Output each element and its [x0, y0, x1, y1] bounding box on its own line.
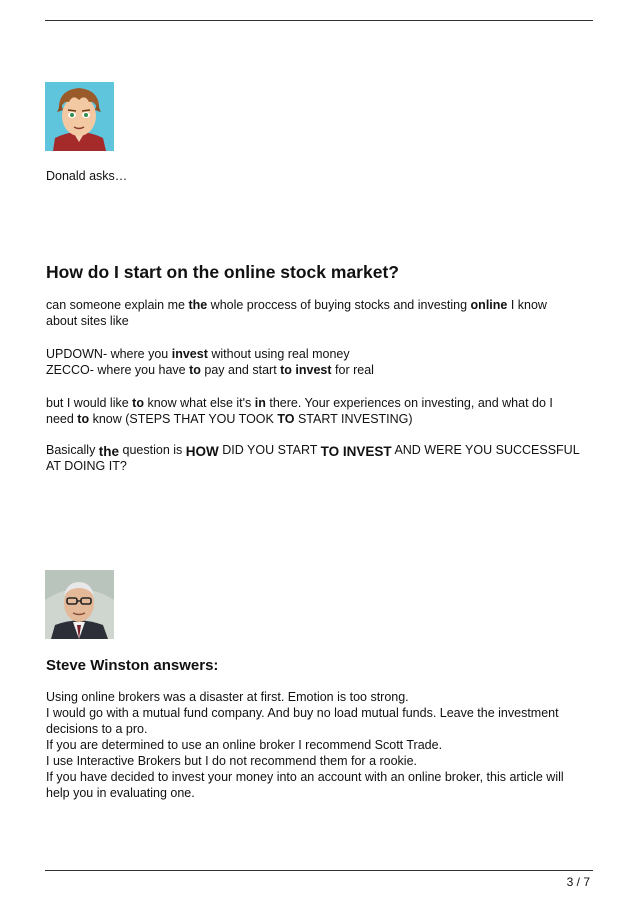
question-title: How do I start on the online stock market?: [46, 262, 399, 282]
answer-line: If you have decided to invest your money into an account with an online broker, this article will: [46, 770, 564, 784]
answer-line: help you in evaluating one.: [46, 786, 195, 800]
text-line: can someone explain me the whole proccess of buying stocks and investing online I know: [46, 298, 547, 312]
answer-body: [46, 689, 598, 801]
question-paragraph-1: [46, 297, 598, 329]
answer-line: Using online brokers was a disaster at first. Emotion is too strong.: [46, 690, 409, 704]
page-number: 3 / 7: [566, 875, 590, 889]
elderly-man-photo-avatar-icon: [45, 570, 114, 639]
answer-line: I would go with a mutual fund company. And buy no load mutual funds. Leave the investment: [46, 706, 559, 720]
answer-line: decisions to a pro.: [46, 722, 148, 736]
answer-line: If you are determined to use an online broker I recommend Scott Trade.: [46, 738, 443, 752]
header-rule: [45, 20, 593, 21]
cartoon-boy-avatar-icon: [45, 82, 114, 151]
text-line: AT DOING IT?: [46, 459, 127, 473]
question-paragraph-2: [46, 346, 598, 378]
text-line: Basically the question is HOW DID YOU START TO INVEST AND WERE YOU SUCCESSFUL: [46, 443, 580, 459]
question-paragraph-3: [46, 395, 598, 427]
text-line: but I would like to know what else it's in there. Your experiences on investing, and what do I: [46, 396, 553, 410]
text-line: need to know (STEPS THAT YOU TOOK TO START INVESTING): [46, 412, 413, 426]
text-line: ZECCO- where you have to pay and start to invest for real: [46, 363, 374, 377]
question-paragraph-4: [46, 442, 598, 474]
answerer-avatar: [45, 570, 114, 639]
footer-rule: [45, 870, 593, 871]
asker-avatar: [45, 82, 114, 151]
answer-heading: Steve Winston answers:: [46, 657, 219, 674]
asker-label: Donald asks…: [46, 169, 128, 183]
text-line: about sites like: [46, 314, 129, 328]
answer-line: I use Interactive Brokers but I do not recommend them for a rookie.: [46, 754, 418, 768]
text-line: UPDOWN- where you invest without using real money: [46, 347, 350, 361]
